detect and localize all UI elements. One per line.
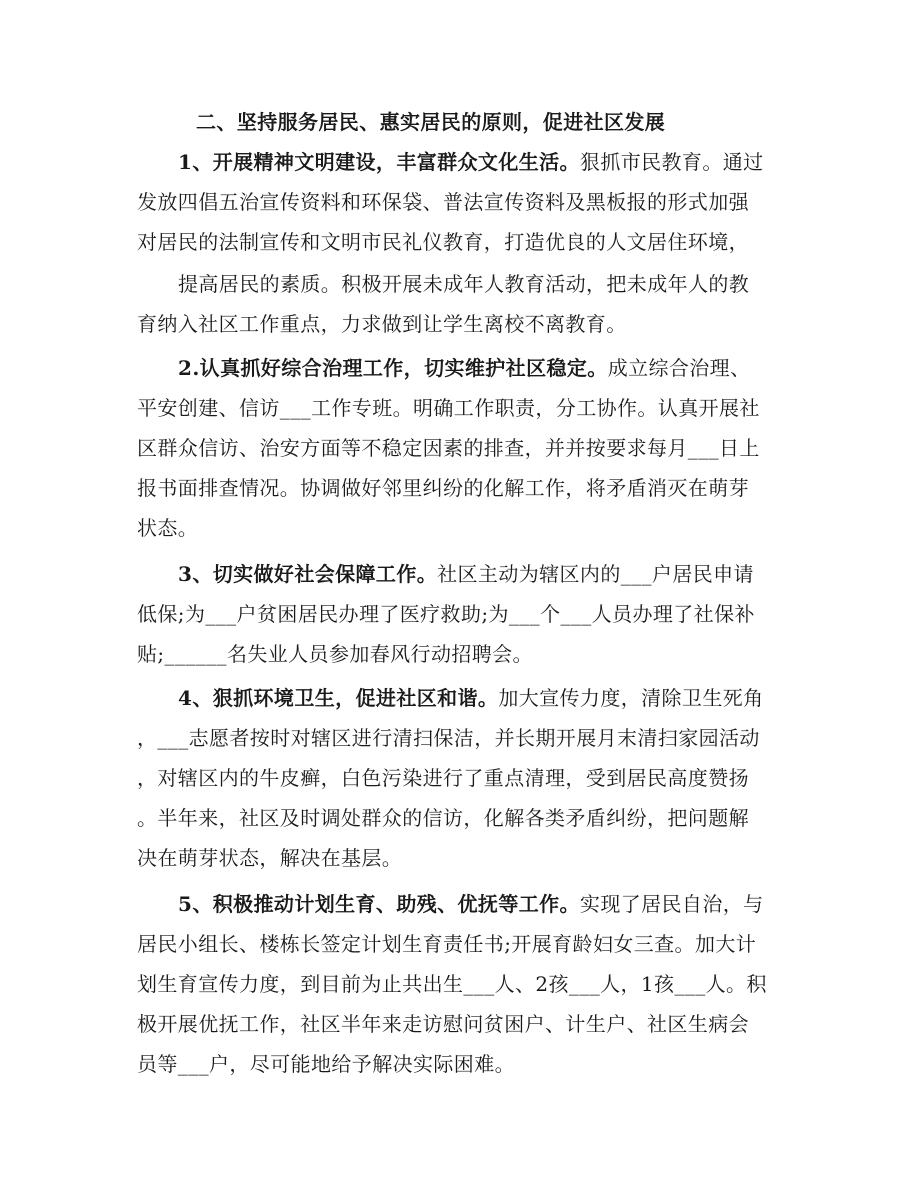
section-3-text-line-1: 社区主动为辖区内的___户居民申请 [437,562,754,586]
section-3-text-line-2: 低保;为___户贫困居民办理了医疗救助;为___个___人员办理了社保补 [137,602,755,626]
section-4-first-line [178,684,764,712]
section-heading: 二、坚持服务居民、惠实居民的原则，促进社区发展 [196,110,666,134]
section-3-text-line-3: 贴;______名失业人员参加春风行动招聘会。 [137,642,533,666]
section-4-text-line-3: ，对辖区内的牛皮癣，白色污染进行了重点清理，受到居民高度赞扬 [137,766,749,790]
section-5-title: 5、积极推动计划生育、助残、优抚等工作。 [178,892,580,916]
section-4-title: 4、狠抓环境卫生，促进社区和谐。 [178,686,499,710]
section-2-title: 2.认真抓好综合治理工作，切实维护社区稳定。 [178,356,608,380]
section-2-text-line-4: 报书面排查情况。协调做好邻里纠纷的化解工作，将矛盾消灭在萌芽 [137,476,749,500]
section-5-text-line-3: 划生育宣传力度，到目前为止共出生___人、2孩___人，1孩___人。积 [137,972,767,996]
section-2-text-line-5: 状态。 [137,516,199,540]
section-1-text-line-5: 育纳入社区工作重点，力求做到让学生离校不离教育。 [137,312,627,336]
section-1-text-line-3: 对居民的法制宣传和文明市民礼仪教育，打造优良的人文居住环境， [137,230,749,254]
section-4-text-line-4: 。半年来，社区及时调处群众的信访，化解各类矛盾纠纷，把问题解 [137,806,749,830]
section-5-text-line-5: 员等___户，尽可能地给予解决实际困难。 [137,1052,515,1076]
section-3-title: 3、切实做好社会保障工作。 [178,562,438,586]
section-1-text-line-1: 狠抓市民教育。通过 [579,150,764,174]
section-5-first-line [178,890,764,918]
section-2-text-line-1: 成立综合治理、 [607,356,751,380]
section-1-title: 1、开展精神文明建设，丰富群众文化生活。 [178,150,580,174]
section-1-text-line-2: 发放四倡五治宣传资料和环保袋、普法宣传资料及黑板报的形式加强 [137,190,749,214]
section-4-text-line-5: 决在萌芽状态，解决在基层。 [137,846,403,870]
section-5-text-line-1: 实现了居民自治，与 [579,892,764,916]
section-2-text-line-2: 平安创建、信访___工作专班。明确工作职责，分工协作。认真开展社 [137,396,760,420]
section-4-text-line-2: ，___志愿者按时对辖区进行清扫保洁，并长期开展月末清扫家园活动 [137,726,760,750]
section-2-text-line-3: 区群众信访、治安方面等不稳定因素的排查，并并按要求每月___日上 [137,436,760,460]
section-4-text-line-1: 加大宣传力度，清除卫生死角 [498,686,764,710]
section-5-text-line-4: 极开展优抚工作，社区半年来走访慰问贫困户、计生户、社区生病会 [137,1012,749,1036]
section-2-first-line [178,354,751,382]
section-1-text-line-4: 提高居民的素质。积极开展未成年人教育活动，把未成年人的教 [178,272,750,296]
section-1-first-line [178,148,764,176]
section-5-text-line-2: 居民小组长、楼栋长签定计划生育责任书;开展育龄妇女三查。加大计 [137,932,757,956]
section-3-first-line [178,560,754,588]
